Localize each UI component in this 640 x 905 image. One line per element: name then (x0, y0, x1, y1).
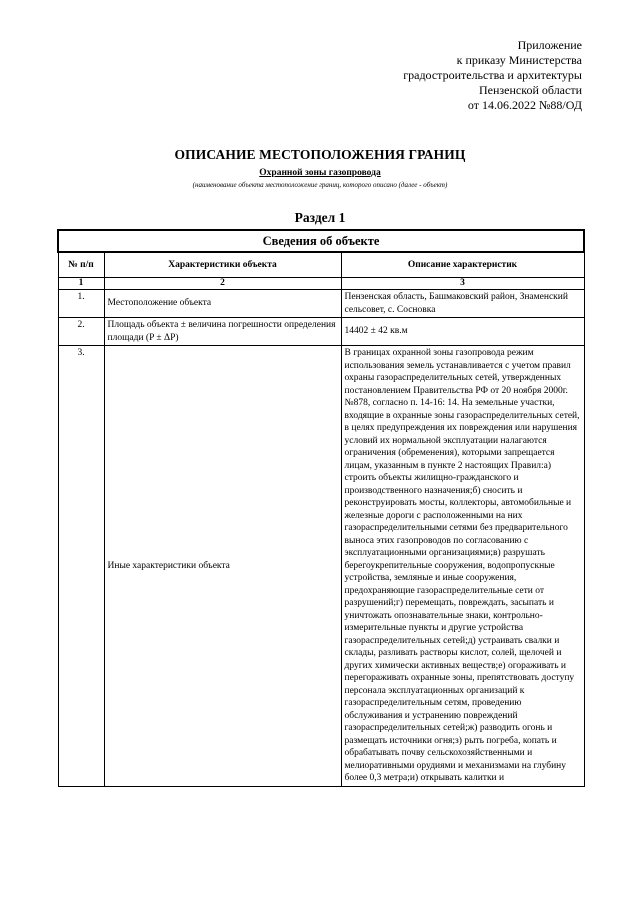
header-characteristic: Характеристики объекта (104, 252, 341, 278)
row-number: 1. (58, 290, 104, 318)
row-number: 3. (58, 346, 104, 787)
object-name-note: (наименование объекта местоположение границ, которого описано (далее - объект) (192, 181, 448, 189)
document-title: ОПИСАНИЕ МЕСТОПОЛОЖЕНИЯ ГРАНИЦ (174, 147, 466, 162)
object-name (0, 168, 640, 178)
object-name-text: Охранной зоны газопровода (259, 168, 381, 178)
annex-line: к приказу Министерства (456, 53, 582, 67)
object-info-table (57, 229, 585, 787)
table-caption: Сведения об объекте (58, 230, 584, 252)
row-description: Пензенская область, Башмаковский район, Знаменский сельсовет, с. Сосновка (341, 290, 584, 318)
header-num: № п/п (58, 252, 104, 278)
table-caption-row (58, 230, 584, 252)
header-description: Описание характеристик (341, 252, 584, 278)
annex-line: от 14.06.2022 №88/ОД (467, 98, 582, 112)
row-description: В границах охранной зоны газопровода режим использования земель устанавливается с учетом правил охраны газораспределительных сетей, утвержденных постановлением Правительства РФ от 20 ноября 2000г. №878, согласно п. 14-16: 14. На земельные участки, входящие в охранные зоны газораспределительных сетей, в целях предупреждения их повреждения или нарушения условий их нормальной эксплуатации налагаются ограничения (обременения), которыми запрещается лицам, указанным в пункте 2 настоящих Правил:а) строить объекты жилищно-гражданского и производственного назначения;б) сносить и реконструировать мосты, коллекторы, автомобильные и железные дороги с расположенными на них газораспределительными сетями без предварительного выноса этих газопроводов по согласованию с эксплуатационными организациями;в) разрушать берегоукрепительные сооружения, водопропускные устройства, земляные и иные сооружения, предохраняющие газораспределительные сети от разрушений;г) перемещать, повреждать, засыпать и уничтожать опознавательные знаки, контрольно-измерительные пункты и другие устройства газораспределительных сетей;д) устраивать свалки и склады, разливать растворы кислот, солей, щелочей и других химически активных веществ;е) огораживать и перегораживать охранные зоны, препятствовать доступу персонала эксплуатационных организаций к газораспределительным сетям, проведению обслуживания и устранению повреждений газораспределительных сетей;ж) разводить огонь и размещать источники огня;з) рыть погреба, копать и обрабатывать почву сельскохозяйственными и мелиоративными орудиями и механизмами на глубину более 0,3 метра;и) открывать калитки и (341, 346, 584, 787)
annex-line: градостроительства и архитектуры (403, 68, 582, 82)
row-number: 2. (58, 318, 104, 346)
row-description: 14402 ± 42 кв.м (341, 318, 584, 346)
annex-block (403, 38, 582, 113)
column-number-row (58, 278, 584, 290)
table-row (58, 346, 584, 787)
column-number: 2 (104, 278, 341, 290)
column-number: 1 (58, 278, 104, 290)
table-row (58, 318, 584, 346)
annex-line: Пензенской области (479, 83, 582, 97)
section-title: Раздел 1 (294, 210, 346, 225)
row-characteristic: Иные характеристики объекта (104, 346, 341, 787)
column-number: 3 (341, 278, 584, 290)
table-header-row (58, 252, 584, 278)
table-row (58, 290, 584, 318)
row-characteristic: Площадь объекта ± величина погрешности определения площади (P ± ΔP) (104, 318, 341, 346)
row-characteristic: Местоположение объекта (104, 290, 341, 318)
annex-line: Приложение (517, 38, 582, 52)
